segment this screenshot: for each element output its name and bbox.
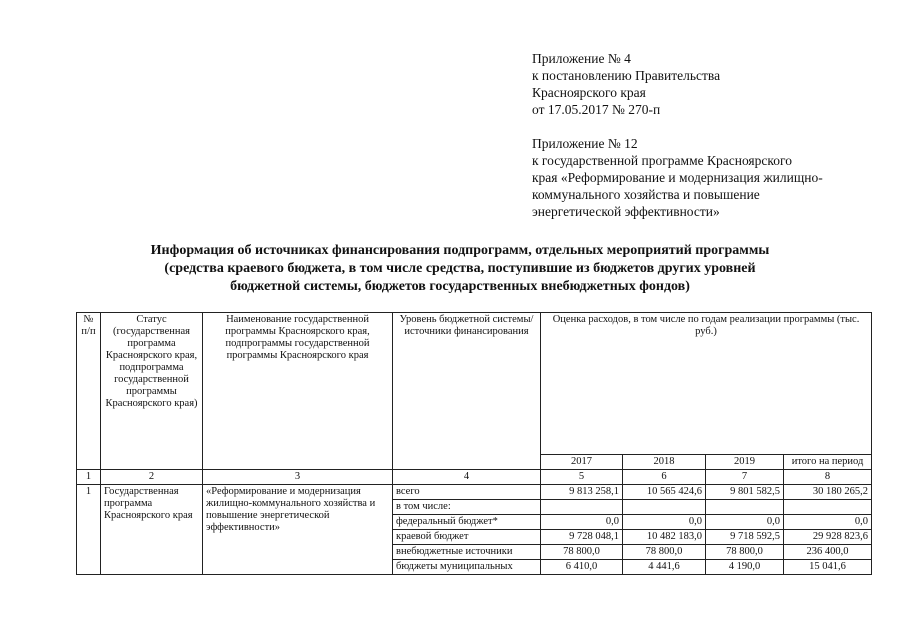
value-2019: 78 800,0	[706, 545, 784, 560]
title-line-3: бюджетной системы, бюджетов государственных внебюджетных фондов)	[230, 279, 690, 294]
column-number: 7	[706, 470, 784, 485]
header-estimate: Оценка расходов, в том числе по годам реализации программы (тыс. руб.)	[541, 313, 872, 455]
header-num: № п/п	[77, 313, 101, 470]
value-2019: 9 718 592,5	[706, 530, 784, 545]
value-2017	[541, 500, 623, 515]
header-year-2019: 2019	[706, 455, 784, 470]
value-2017: 0,0	[541, 515, 623, 530]
value-total: 236 400,0	[784, 545, 872, 560]
row-status: Государственная программа Красноярского края	[101, 485, 203, 575]
source-label: краевой бюджет	[393, 530, 541, 545]
column-number-row	[77, 470, 872, 485]
value-2018: 0,0	[623, 515, 706, 530]
value-2019: 9 801 582,5	[706, 485, 784, 500]
header-name: Наименование государственной программы Красноярского края, подпрограммы государственной программы Красноярского края	[203, 313, 393, 470]
column-number: 4	[393, 470, 541, 485]
table-row	[77, 485, 872, 500]
source-label: внебюджетные источники	[393, 545, 541, 560]
value-2018: 78 800,0	[623, 545, 706, 560]
source-label: в том числе:	[393, 500, 541, 515]
column-number: 8	[784, 470, 872, 485]
program-line-4: энергетической эффективности»	[532, 204, 720, 219]
financing-table	[76, 312, 872, 575]
value-2018: 10 482 183,0	[623, 530, 706, 545]
value-2018: 4 441,6	[623, 560, 706, 575]
row-name: «Реформирование и модернизация жилищно-коммунального хозяйства и повышение энергетической эффективности»	[203, 485, 393, 575]
program-line-2: края «Реформирование и модернизация жилищно-	[532, 170, 823, 185]
appendix-4-line: Приложение № 4	[532, 51, 631, 66]
header-status: Статус (государственная программа Красноярского края, подпрограмма государственной программы Красноярского края)	[101, 313, 203, 470]
value-2018	[623, 500, 706, 515]
resolution-line: к постановлению Правительства	[532, 68, 721, 83]
value-2019: 4 190,0	[706, 560, 784, 575]
value-total	[784, 500, 872, 515]
value-2019	[706, 500, 784, 515]
date-line: от 17.05.2017 № 270-п	[532, 102, 661, 117]
source-label: бюджеты муниципальных	[393, 560, 541, 575]
column-number: 2	[101, 470, 203, 485]
value-total: 15 041,6	[784, 560, 872, 575]
title-line-1: Информация об источниках финансирования подпрограмм, отдельных мероприятий программы	[150, 243, 770, 258]
value-2017: 78 800,0	[541, 545, 623, 560]
value-total: 29 928 823,6	[784, 530, 872, 545]
program-line-3: коммунального хозяйства и повышение	[532, 187, 760, 202]
region-line: Красноярского края	[532, 85, 646, 100]
value-2017: 9 728 048,1	[541, 530, 623, 545]
header-total: итого на период	[784, 455, 872, 470]
column-number: 5	[541, 470, 623, 485]
title-line-2: (средства краевого бюджета, в том числе средства, поступившие из бюджетов других уровней	[164, 261, 756, 276]
source-label: федеральный бюджет*	[393, 515, 541, 530]
column-number: 6	[623, 470, 706, 485]
source-label: всего	[393, 485, 541, 500]
column-number: 3	[203, 470, 393, 485]
value-2017: 9 813 258,1	[541, 485, 623, 500]
program-line-1: к государственной программе Красноярского	[532, 153, 792, 168]
column-number: 1	[77, 470, 101, 485]
appendix-12-line: Приложение № 12	[532, 136, 638, 151]
value-2018: 10 565 424,6	[623, 485, 706, 500]
row-num: 1	[77, 485, 101, 575]
value-2017: 6 410,0	[541, 560, 623, 575]
value-total: 0,0	[784, 515, 872, 530]
header-year-2018: 2018	[623, 455, 706, 470]
header-level: Уровень бюджетной системы/источники финансирования	[393, 313, 541, 470]
header-year-2017: 2017	[541, 455, 623, 470]
value-2019: 0,0	[706, 515, 784, 530]
appendix-header	[532, 50, 892, 220]
value-total: 30 180 265,2	[784, 485, 872, 500]
document-title	[110, 242, 810, 296]
